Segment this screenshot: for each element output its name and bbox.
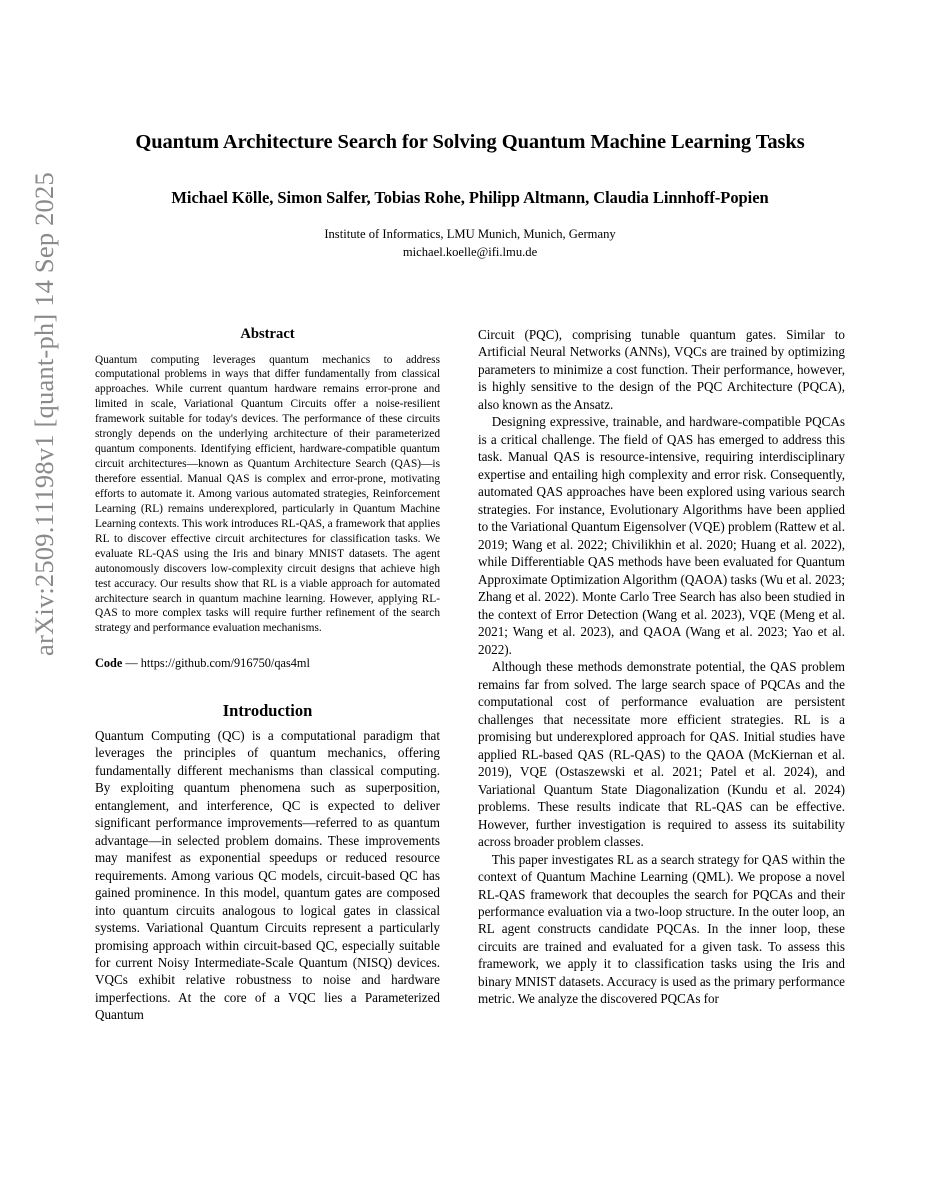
code-url[interactable]: https://github.com/916750/qas4ml: [140, 656, 310, 671]
introduction-section: [95, 701, 440, 1024]
intro-paragraph-1: Quantum Computing (QC) is a computational paradigm that leverages the principles of quantum mechanics, offering fundamentally different mechanisms than classical computing. By exploiting quantum phenomena such as superposition, entanglement, and interference, QC is expected to deliver significant performance improvements—referred to as quantum advantage—in selected problem domains. These improvements may manifest as exponential speedups or reduced resource requirements. Among various QC models, circuit-based QC has gained prominence. In this model, quantum gates are composed into quantum circuits analogous to logical gates in classical systems. Variational Quantum Circuits represent a particularly promising approach within circuit-based QC, especially suitable for current Noisy Intermediate-Scale Quantum (NISQ) devices. VQCs exhibit relative robustness to noise and hardware imperfections. At the core of a VQC lies a Parameterized Quantum: [95, 727, 440, 1023]
left-column: [95, 326, 440, 1024]
code-label: Code: [95, 656, 123, 671]
introduction-body-right: [478, 326, 845, 1008]
abstract-body: [95, 353, 440, 637]
introduction-heading: Introduction: [222, 700, 313, 720]
affiliation: Institute of Informatics, LMU Munich, Munich, Germany: [324, 227, 616, 242]
intro-paragraph-4: Although these methods demonstrate potential, the QAS problem remains far from solved. The large search space of PQCAs and the computational cost of performance evaluation are persistent challenges that necessitate more efficient strategies. RL is a promising but underexplored approach for QAS. Initial studies have applied RL-based QAS (RL-QAS) to the QAOA (McKiernan et al. 2019), VQE (Ostaszewski et al. 2021; Patel et al. 2024), and Variational Quantum State Diagonalization (Kundu et al. 2024) problems. These results indicate that RL-QAS can be effective. However, further investigation is required to assess its suitability across broader problem classes.: [478, 659, 845, 850]
contact-email: michael.koelle@ifi.lmu.de: [402, 245, 538, 260]
abstract-heading: Abstract: [240, 326, 295, 342]
code-separator: —: [122, 656, 141, 671]
introduction-body-left: [95, 727, 440, 1024]
abstract-paragraph: Quantum computing leverages quantum mechanics to address computational problems in ways that differ fundamentally from classical approaches. While current quantum hardware remains error-prone and limited in scale, Variational Quantum Circuits offer a noise-resilient framework suitable for today's devices. The performance of these circuits strongly depends on the underlying architecture of their parameterized quantum components. Identifying efficient, hardware-compatible quantum circuit architectures—known as Quantum Architecture Search (QAS)—is therefore essential. Manual QAS is complex and error-prone, motivating efforts to automate it. Among various automated strategies, Reinforcement Learning (RL) remains underexplored, particularly in Quantum Machine Learning contexts. This work introduces RL-QAS, a framework that applies RL to discover effective circuit architectures for classification tasks. We evaluate RL-QAS using the Iris and binary MNIST datasets. The agent autonomously discovers low-complexity circuit designs that achieve high test accuracy. Our results show that RL is a viable approach for automated architecture search in quantum machine learning. However, applying RL-QAS to more complex tasks will require further refinement of the search strategy and performance evaluation mechanisms.: [95, 353, 440, 635]
right-column: [478, 326, 845, 1008]
intro-paragraph-2: Circuit (PQC), comprising tunable quantum gates. Similar to Artificial Neural Networks (ANNs), VQCs are trained by optimizing parameters to minimize a cost function. Their performance, however, is highly sensitive to the design of the PQC Architecture (PQCA), also known as the Ansatz.: [478, 327, 845, 412]
intro-paragraph-5: This paper investigates RL as a search strategy for QAS within the context of Quantum Machine Learning (QML). We propose a novel RL-QAS framework that decouples the search for PQCAs and their performance evaluation via a two-loop structure. In the outer loop, an RL agent constructs candidate PQCAs. In the inner loop, these circuits are trained and evaluated for a given task. To assess this framework, we apply it to classification tasks using the Iris and binary MNIST datasets. Accuracy is used as the primary performance metric. We analyze the discovered PQCAs for: [478, 851, 845, 1007]
intro-paragraph-3: Designing expressive, trainable, and hardware-compatible PQCAs is a critical challenge. The field of QAS has emerged to address this task. Manual QAS is resource-intensive, requiring interdisciplinary expertise and entailing high complexity and error risk. Consequently, automated QAS approaches have been explored using various search strategies. For instance, Evolutionary Algorithms have been applied to the Variational Quantum Eigensolver (VQE) problem (Rattew et al. 2019; Wang et al. 2022; Chivilikhin et al. 2020; Huang et al. 2022), while Differentiable QAS methods have been evaluated for Quantum Approximate Optimization Algorithm (QAOA) tasks (Wu et al. 2023; Zhang et al. 2022). Monte Carlo Tree Search has also been studied in the context of Error Detection (Wang et al. 2023), VQE (Meng et al. 2021; Wang et al. 2023), and QAOA (Wang et al. 2023; Yao et al. 2022).: [478, 414, 845, 657]
page-title: Quantum Architecture Search for Solving Quantum Machine Learning Tasks: [135, 131, 805, 153]
code-availability: [95, 655, 440, 672]
paper-header: [95, 130, 845, 262]
author-list: Michael Kölle, Simon Salfer, Tobias Rohe, Philipp Altmann, Claudia Linnhoff-Popien: [171, 187, 769, 207]
arxiv-stamp: arXiv:2509.11198v1 [quant-ph] 14 Sep 2025: [28, 172, 59, 656]
